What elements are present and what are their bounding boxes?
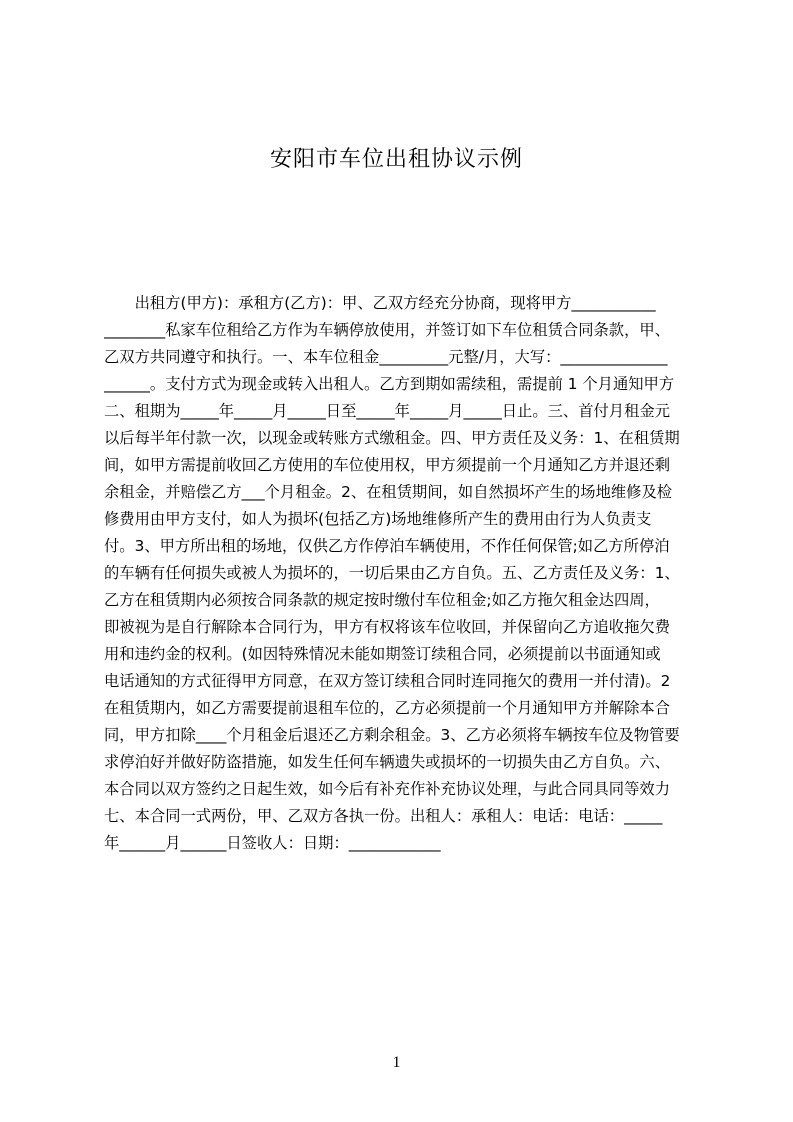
- text-line: 的车辆有任何损失或被人为损坏的，一切后果由乙方自负。五、乙方责任及义务：1、: [104, 564, 680, 582]
- text-line: 修费用由甲方支付，如人为损坏(包括乙方)场地维修所产生的费用由行为人负责支: [104, 510, 652, 528]
- text-line: 余租金，并赔偿乙方___个月租金。2、在租赁期间，如自然损坏产生的场地维修及检: [104, 483, 673, 501]
- text-line: 求停泊好并做好防盗措施，如发生任何车辆遗失或损坏的一切损失由乙方自负。六、: [104, 753, 670, 771]
- text-line: 用和违约金的权利。(如因特殊情况未能如期签订续租合同，必须提前以书面通知或: [104, 645, 661, 663]
- text-line: ______。支付方式为现金或转入出租人。乙方到期如需续租，需提前 1 个月通知甲方: [104, 375, 675, 393]
- text-line: 七、本合同一式两份，甲、乙双方各执一份。出租人：承租人：电话：电话：_____: [104, 807, 663, 825]
- document-title: 安阳市车位出租协议示例: [269, 147, 523, 172]
- text-line: 间，如甲方需提前收回乙方使用的车位使用权，甲方须提前一个月通知乙方并退还剩: [104, 456, 670, 474]
- text-line: 同，甲方扣除____个月租金后退还乙方剩余租金。3、乙方必须将车辆按车位及物管要: [104, 726, 680, 744]
- text-line: 在租赁期内，如乙方需要提前退租车位的，乙方必须提前一个月通知甲方并解除本合: [104, 699, 670, 717]
- text-line: 二、租期为_____年_____月_____日至_____年_____月_____日止。三、首付月租金元: [104, 402, 670, 420]
- text-line: 电话通知的方式征得甲方同意，在双方签订续租合同时连同拖欠的费用一并付清)。2: [104, 672, 671, 690]
- page-number: 1: [392, 1054, 401, 1071]
- text-line: 即被视为是自行解除本合同行为，甲方有权将该车位收回，并保留向乙方追收拖欠费: [104, 618, 670, 636]
- document-body: [104, 290, 700, 857]
- text-line: 出租方(甲方)：承租方(乙方)：甲、乙双方经充分协商，现将甲方___________: [104, 294, 656, 312]
- text-line: 付。3、甲方所出租的场地，仅供乙方作停泊车辆使用，不作任何保管;如乙方所停泊: [104, 537, 670, 555]
- text-line: 以后每半年付款一次，以现金或转账方式缴租金。四、甲方责任及义务：1、在租赁期: [104, 429, 680, 447]
- text-line: ________私家车位租给乙方作为车辆停放使用，并签订如下车位租赁合同条款，甲、: [104, 321, 670, 339]
- text-line: 乙方在租赁期内必须按合同条款的规定按时缴付车位租金;如乙方拖欠租金达四周，: [104, 591, 660, 609]
- text-line: 乙双方共同遵守和执行。一、本车位租金_________元整/月，大写：______________: [104, 348, 668, 366]
- text-line: 年______月______日签收人：日期：____________: [104, 834, 441, 852]
- text-line: 本合同以双方签约之日起生效，如今后有补充作补充协议处理，与此合同具同等效力: [104, 780, 670, 798]
